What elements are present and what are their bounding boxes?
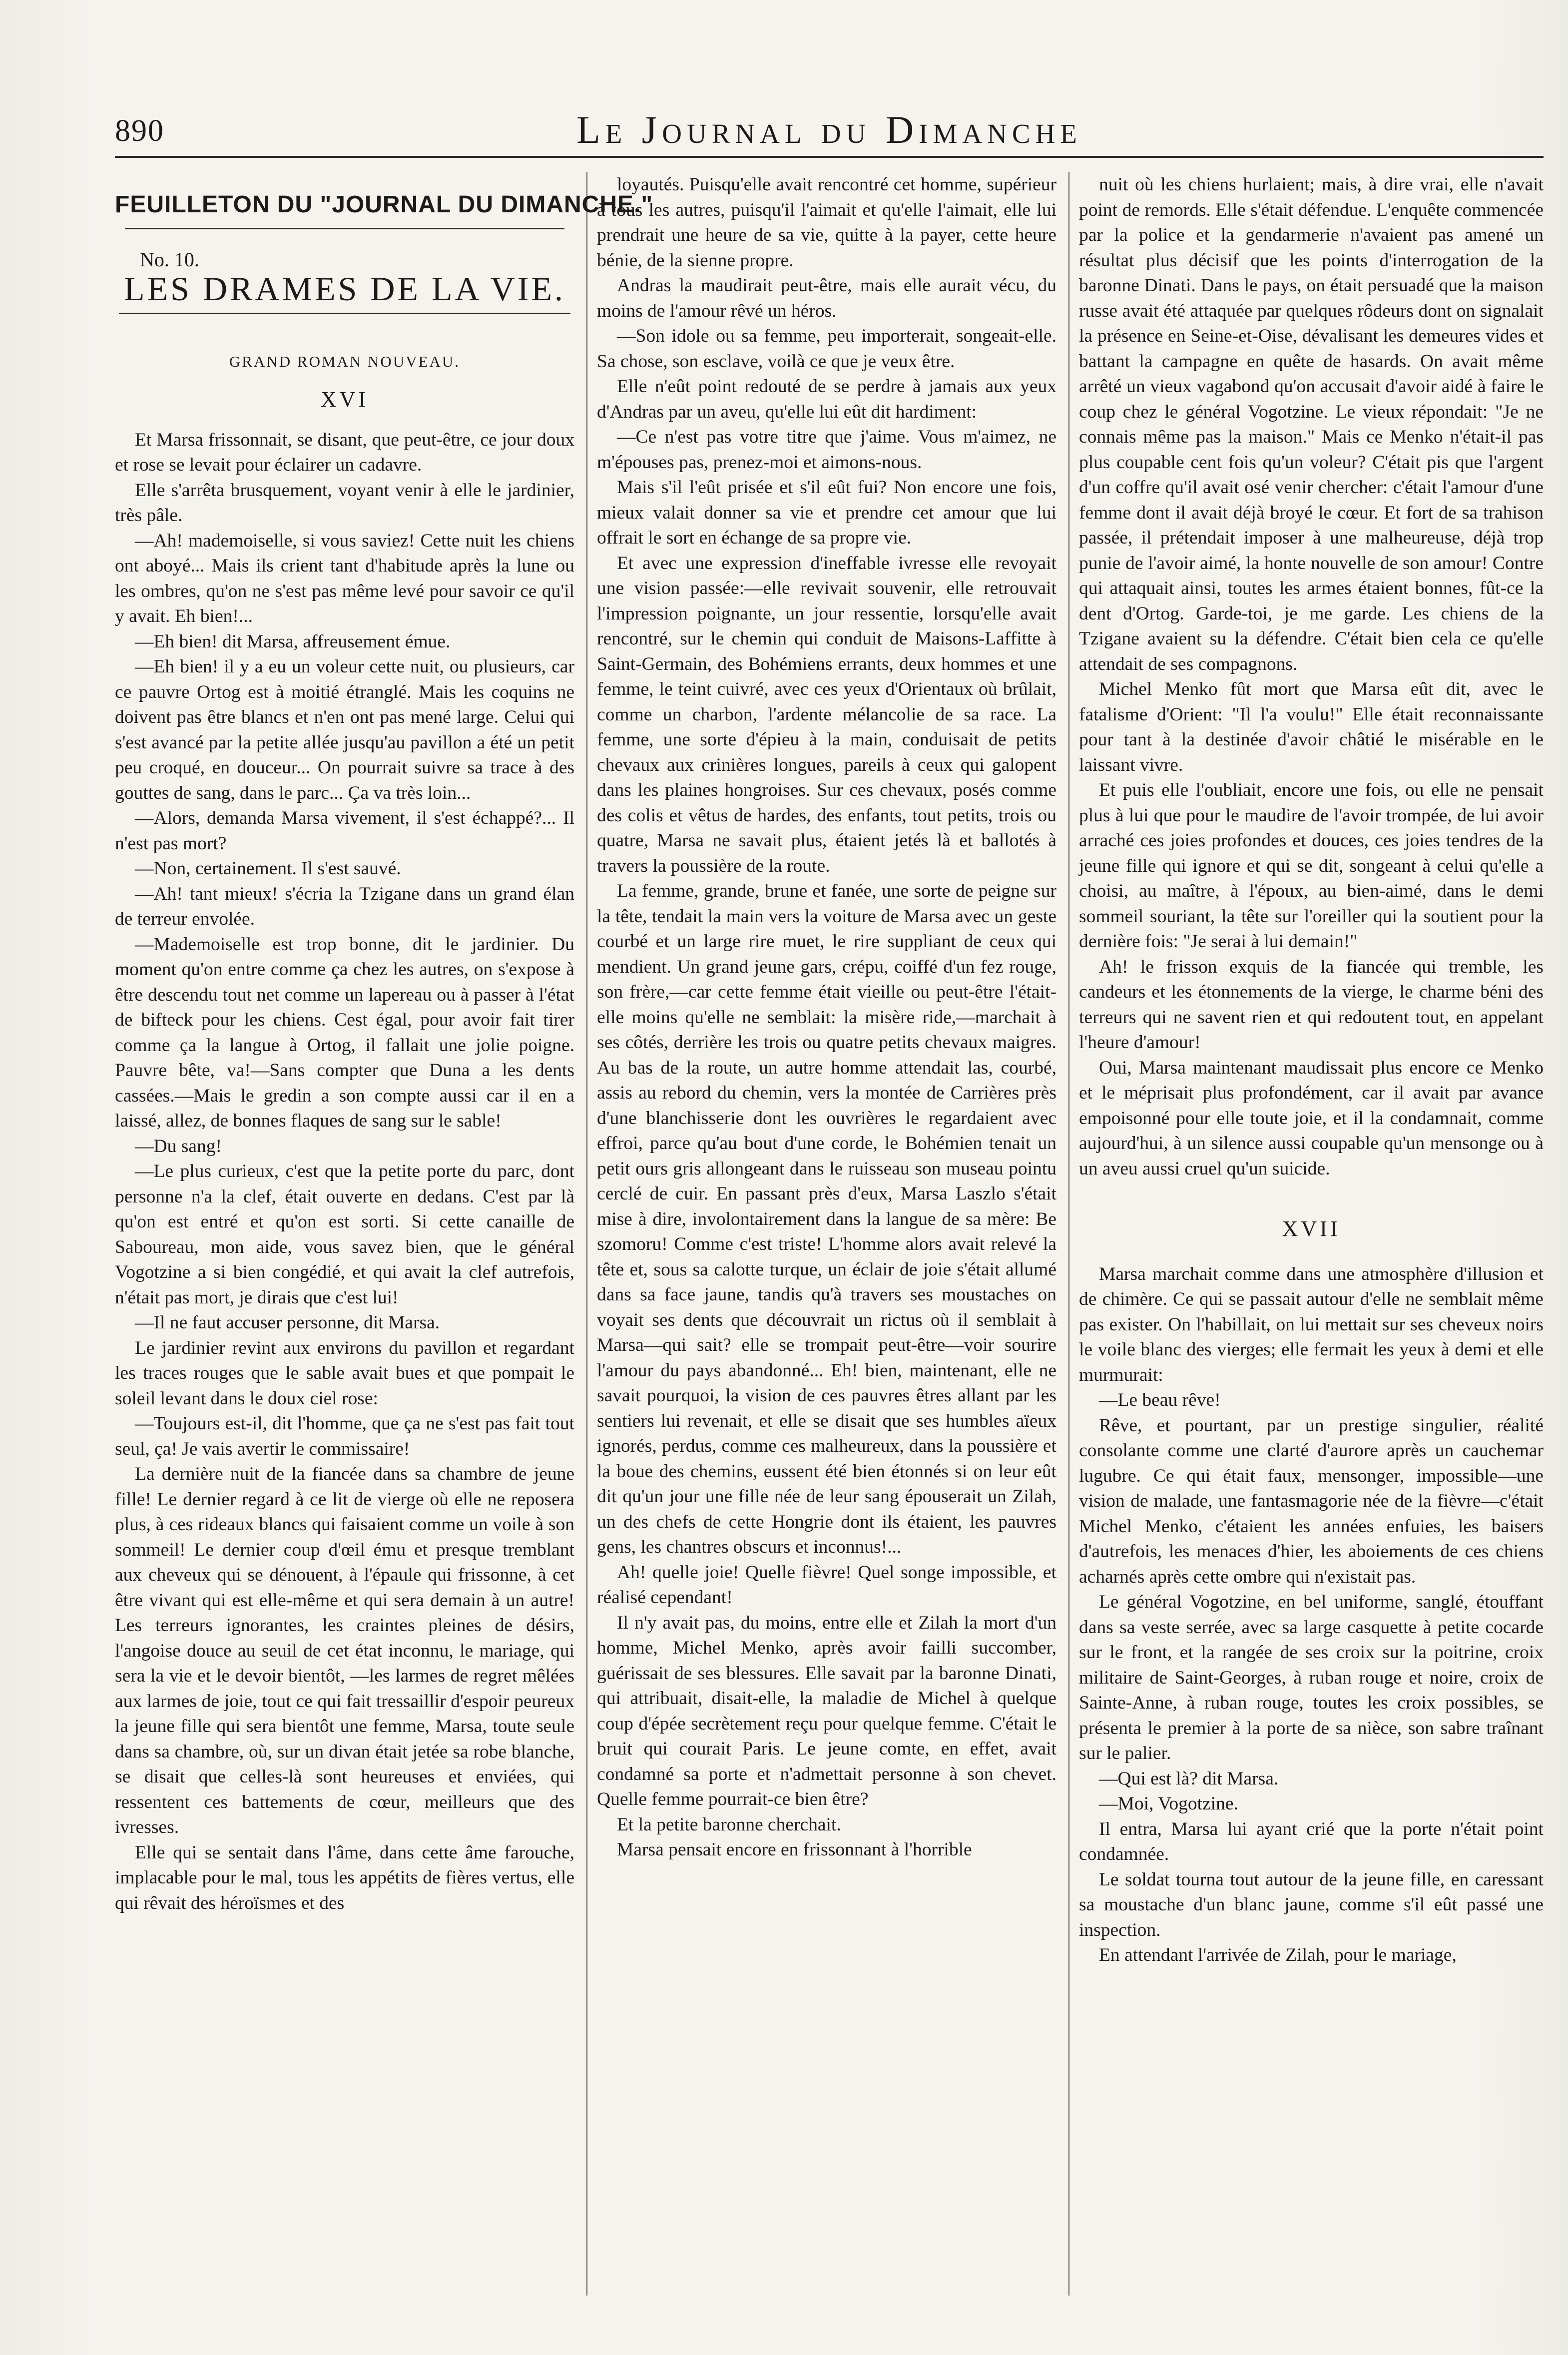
feuilleton-heading: FEUILLETON DU "JOURNAL DU DIMANCHE." (115, 191, 653, 218)
column-2 (597, 172, 1056, 2301)
paragraph: —Le plus curieux, c'est que la petite porte du parc, dont personne n'a la clef, était ouverte en dedans. C'est par là qu'on est entré et qu'on est sorti. Si cette canaille de Saboureau, mon aide, vous savez bien, que le général Vogotzine a si bien congédié, et qui avait la clef autrefois, n'était pas mort, je dirais que c'est lui! (115, 1161, 574, 1308)
paragraph: Ah! le frisson exquis de la fiancée qui tremble, les candeurs et les étonnements de la vierge, le charme béni des terreurs qui ne savent rien et qui redoutent tout, en appelant l'heure d'amour! (1079, 956, 1544, 1053)
heading-rule (125, 228, 564, 229)
paragraph: —Eh bien! dit Marsa, affreusement émue. (135, 631, 451, 652)
paragraph: Mais s'il l'eût prisée et s'il eût fui? Non encore une fois, mieux valait donner sa vie et prendre cet amour que lui offrait le sort en échange de sa propre vie. (597, 477, 1056, 548)
chapter-heading: XVI (320, 387, 369, 412)
column-separator (1068, 172, 1069, 2296)
column-2-text (597, 172, 1056, 1863)
chapter-heading: XVII (1282, 1216, 1341, 1241)
paragraph: Elle s'arrêta brusquement, voyant venir à elle le jardinier, très pâle. (115, 480, 574, 526)
paragraph: —Le beau rêve! (1099, 1390, 1221, 1410)
column-1 (115, 172, 653, 2301)
paragraph: Elle n'eût point redouté de se perdre à jamais aux yeux d'Andras par un aveu, qu'elle lui eût dit hardiment: (597, 376, 1056, 422)
installment-number: No. 10. (140, 248, 199, 271)
paragraph: —Qui est là? dit Marsa. (1099, 1768, 1279, 1789)
paragraph: Le soldat tourna tout autour de la jeune fille, en caressant sa moustache d'un blanc jaune, comme s'il eût passé une inspection. (1079, 1869, 1544, 1940)
paragraph: —Alors, demanda Marsa vivement, il s'est échappé?... Il n'est pas mort? (115, 808, 574, 854)
paragraph: Et la petite baronne cherchait. (617, 1814, 841, 1835)
paragraph: La dernière nuit de la fiancée dans sa chambre de jeune fille! Le dernier regard à ce lit de vierge où elle ne reposera plus, à ces rideaux blancs qui faisaient comme un voile à son sommeil! Le dernier coup d'œil ému et presque tremblant aux cheveux qui se dénouent, à l'épaule qui frissonne, à cet être vivant qui est elle-même et qui sera demain à un autre! Les terreurs ignorantes, les craintes pleines de désirs, l'angoise douce au seuil de cet état inconnu, le mariage, qui sera la vie et le devoir bientôt, —les larmes de regret mêlées aux larmes de joie, tout ce qui fait tressaillir d'espoir peureux la jeune fille qui sera bientôt une femme, Marsa, toute seule dans sa chambre, où, sur un divan était jetée sa robe blanche, se disait que celles-là sont heureuses et enviées, qui ressentent ces battements de cœur, meilleurs que des ivresses. (115, 1464, 574, 1837)
paragraph: —Toujours est-il, dit l'homme, que ça ne s'est pas fait tout seul, ça! Je vais avertir le commissaire! (115, 1413, 574, 1459)
column-1-text (115, 428, 574, 1916)
paragraph: —Moi, Vogotzine. (1099, 1793, 1238, 1814)
paragraph: —Ah! mademoiselle, si vous saviez! Cette nuit les chiens ont aboyé... Mais ils crient tant d'habitude après la lune ou les ombres, qu'on ne s'est pas même levé pour savoir ce qu'il y avait. Eh bien!... (115, 530, 574, 626)
paragraph: —Il ne faut accuser personne, dit Marsa. (135, 1312, 440, 1333)
paragraph: Andras la maudirait peut-être, mais elle aurait vécu, du moins de l'amour rêvé un héros. (597, 275, 1056, 321)
header-rule (115, 156, 1544, 158)
paragraph: Rêve, et pourtant, par un prestige singulier, réalité consolante comme une clarté d'aurore après un cauchemar lugubre. Ce qui était faux, mensonger, impossible—une vision de malade, une fantasmagorie née de la fièvre—c'était Michel Menko, c'étaient les années enfuies, les baisers d'autrefois, les menaces d'hier, les aboiements de ces chiens acharnés après cette ombre qui n'existait pas. (1079, 1415, 1544, 1587)
column-3-text-b (1079, 1262, 1544, 1968)
paragraph: Elle qui se sentait dans l'âme, dans cette âme farouche, implacable pour le mal, tous les appétits de fières vertus, elle qui rêvait des héroïsmes et des (115, 1842, 574, 1913)
page-header (115, 107, 1544, 152)
paragraph: —Du sang! (135, 1136, 222, 1157)
paragraph: Oui, Marsa maintenant maudissait plus encore ce Menko et le méprisait plus profondément, car il avait par avance empoisonné pour elle toute joie, et il la condamnait, comme aujourd'hui, à un silence aussi coupable qu'un mensonge ou à un aveu aussi cruel qu'un suicide. (1079, 1057, 1544, 1179)
paragraph: Et puis elle l'oubliait, encore une fois, ou elle ne pensait plus à lui que pour le maudire de l'avoir trompée, de lui avoir arraché ces joies profondes et douces, ces joies tendres de la jeune fille qui ignore et qui se dit, songeant à celui qu'elle a choisi, au maître, à l'époux, au bien-aimé, dans le demi sommeil souriant, la tête sur l'oreiller qui la soutient pour la dernière fois: "Je serai à lui demain!" (1079, 780, 1544, 952)
paragraph: Marsa pensait encore en frissonnant à l'horrible (617, 1839, 972, 1860)
paragraph: Et avec une expression d'ineffable ivresse elle revoyait une vision passée:—elle revivait souvenir, elle retrouvait l'impression poignante, un jour ressentie, lorsqu'elle avait rencontré, sur le chemin qui conduit de Maisons-Laffitte à Saint-Germain, des Bohémiens errants, deux hommes et une femme, le teint cuivré, avec ces yeux d'Orientaux où brûlait, comme un charbon, l'ardente mélancolie de sa race. La femme, une sorte d'épieu à la main, conduisait de petits chevaux aux crinières longues, pareils à ceux qui galopent dans les plaines hongroises. Sur ces chevaux, posés comme des colis et vêtus de hardes, des enfants, tout petits, trois ou quatre, Marsa ne savait plus, étaient jetés là et ballotés à travers la poussière de la route. (597, 553, 1056, 876)
title-rule (119, 313, 570, 314)
paragraph: loyautés. Puisqu'elle avait rencontré cet homme, supérieur à tous les autres, puisqu'il l'aimait et qu'elle l'aimait, elle lui prendrait une heure de sa vie, quitte à la payer, cette heure bénie, de la sienne propre. (597, 174, 1056, 271)
paragraph: —Ce n'est pas votre titre que j'aime. Vous m'aimez, ne m'épouses pas, prenez-moi et aimons-nous. (597, 427, 1056, 473)
paragraph: En attendant l'arrivée de Zilah, pour le mariage, (1099, 1945, 1457, 1965)
serial-title: LES DRAMES DE LA VIE. (124, 270, 565, 308)
column-3-text-a (1079, 172, 1544, 1181)
journal-title: Le Journal du Dimanche (576, 108, 1082, 151)
paragraph: —Non, certainement. Il s'est sauvé. (135, 858, 401, 879)
page-number: 890 (115, 114, 164, 148)
paragraph: La femme, grande, brune et fanée, une sorte de peigne sur la tête, tendait la main vers la voiture de Marsa avec un geste courbé et un large rire muet, le rire suppliant de ceux qui mendient. Un grand jeune gars, crépu, coiffé d'un fez rouge, son frère,—car cette femme était vieille ou peut-être l'était-elle moins qu'elle ne semblait: la misère ride,—marchait à ses côtés, derrière les trois ou quatre petits chevaux maigres. Au bas de la route, un autre homme attendait las, courbé, assis au rebord du chemin, vers la montée de Carrières près d'une blanchisserie dont les ouvrières le regardaient avec effroi, parce qu'au bout d'une corde, le Bohémien tenait un petit ours gris allongeant dans le ruisseau son museau pointu cerclé de cuir. En passant près d'eux, Marsa Laszlo s'était mise à dire, involontairement dans la langue de sa mère: Be szomoru! Comme c'est triste! L'homme alors avait relevé la tête et, sous sa calotte turque, un éclair de joie s'était allumé dans sa face jaune, tandis qu'à travers ses moustaches on voyait ses dents que découvrait un rictus où il semblait à Marsa—qui sait? elle se trompait peut-être—voir sourire l'amour du pays abandonné... Eh! bien, maintenant, elle ne savait pourquoi, la vision de ces pauvres êtres allant par les sentiers lui revenait, et elle se disait que ses humbles aïeux ignorés, perdus, comme ces malheureux, dans la poussière et la boue des chemins, eussent été bien étonnés si on leur eût dit qu'un jour une fille née de leur sang épouserait un Zilah, un des chefs de cette Hongrie dont ils étaient, les pauvres gens, les chantres obscurs et inconnus!... (597, 881, 1056, 1557)
paragraph: Le jardinier revint aux environs du pavillon et regardant les traces rouges que le sable avait bues et que pompait le soleil levant dans le doux ciel rose: (115, 1337, 574, 1409)
serial-subtitle: GRAND ROMAN NOUVEAU. (229, 352, 461, 370)
column-separator (586, 172, 587, 2296)
paragraph: Il entra, Marsa lui ayant crié que la porte n'était point condamnée. (1079, 1818, 1544, 1864)
paragraph: —Eh bien! il y a eu un voleur cette nuit, ou plusieurs, car ce pauvre Ortog est à moitié étranglé. Mais les coquins ne doivent pas être blancs et n'en ont pas mené large. Celui qui s'est avancé par la petite allée jusqu'au pavillon a été un petit peu croqué, en douceur... On pourrait suivre sa trace à des gouttes de sang, dans le parc... Ça va très loin... (115, 656, 574, 803)
paragraph: nuit où les chiens hurlaient; mais, à dire vrai, elle n'avait point de remords. Elle s'était défendue. L'enquête commencée par la police et la gendarmerie n'avaient pas amené un résultat plus décisif que les points d'interrogation de la baronne Dinati. Dans le pays, on était persuadé que la maison russe avait été attaquée par quelques rôdeurs dont on signalait la présence en Seine-et-Oise, dévalisant les demeures vides et battant la campagne en quête de hasards. On avait même arrêté un vieux vagabond qu'on accusait d'avoir aidé à faire le coup chez le général Vogotzine. Le vieux répondait: "Je ne connais même pas la maison." Mais ce Menko n'était-il pas plus coupable cent fois qu'un voleur? C'était pis que l'argent d'un coffre qu'il avait osé venir chercher: c'était l'amour d'une femme dont il avait déjà broyé le cœur. Et fort de sa trahison passée, il prétendait imposer à une malheureuse, déjà trop punie de l'avoir aimé, la honte nouvelle de son amour! Contre qui attaquait ainsi, toutes les armes étaient bonnes, fût-ce la dent d'Ortog. Garde-toi, je me garde. Les chiens de la Tzigane avaient su la défendre. C'était bien cela ce qu'elle attendait de ses compagnons. (1079, 174, 1544, 674)
paragraph: Marsa marchait comme dans une atmosphère d'illusion et de chimère. Ce qui se passait autour d'elle ne semblait même pas exister. On l'habillait, on lui mettait sur ses cheveux noirs le voile blanc des vierges; elle fermait les yeux à demi et elle murmurait: (1079, 1263, 1544, 1385)
paragraph: —Mademoiselle est trop bonne, dit le jardinier. Du moment qu'on entre comme ça chez les autres, on s'expose à être descendu tout net comme un lapereau ou à passer à l'état de bifteck pour les chiens. Cest égal, pour avoir fait tirer comme ça la langue à Ortog, il fallait une jolie poigne. Pauvre bête, va!—Sans compter que Duna a les dents cassées.—Mais le gredin a son compte aussi car il en a laissé, allez, de bonnes flaques de sang sur le sable! (115, 934, 574, 1131)
column-3 (1079, 172, 1544, 2301)
paragraph: Le général Vogotzine, en bel uniforme, sanglé, étouffant dans sa veste serrée, avec sa large casquette à petite cocarde sur le front, et la rangée de ses croix sur la poitrine, croix militaire de Saint-Georges, à ruban rouge et noire, croix de Sainte-Anne, à ruban rouge, toutes les croix possibles, se présenta le premier à la porte de sa nièce, son sabre traînant sur le palier. (1079, 1592, 1544, 1764)
paragraph: —Ah! tant mieux! s'écria la Tzigane dans un grand élan de terreur envolée. (115, 883, 574, 929)
paragraph: Et Marsa frissonnait, se disant, que peut-être, ce jour doux et rose se levait pour éclairer un cadavre. (115, 429, 574, 475)
paragraph: Ah! quelle joie! Quelle fièvre! Quel songe impossible, et réalisé cependant! (597, 1562, 1056, 1608)
paragraph: —Son idole ou sa femme, peu importerait, songeait-elle. Sa chose, son esclave, voilà ce que je veux être. (597, 326, 1056, 372)
paragraph: Il n'y avait pas, du moins, entre elle et Zilah la mort d'un homme, Michel Menko, après avoir failli succomber, guérissait de ses blessures. Elle savait par la baronne Dinati, qui attribuait, disait-elle, la maladie de Michel à quelque coup d'épée secrètement reçu pour quelque femme. C'était le bruit qui courait Paris. Le jeune comte, en effet, avait condamné sa porte et n'admettait personne à son chevet. Quelle femme pourrait-ce bien être? (597, 1612, 1056, 1809)
columns (115, 172, 1544, 2301)
paragraph: Michel Menko fût mort que Marsa eût dit, avec le fatalisme d'Orient: "Il l'a voulu!" Elle était reconnaissante pour tant à la destinée d'avoir châtié le misérable en le laissant vivre. (1079, 679, 1544, 775)
